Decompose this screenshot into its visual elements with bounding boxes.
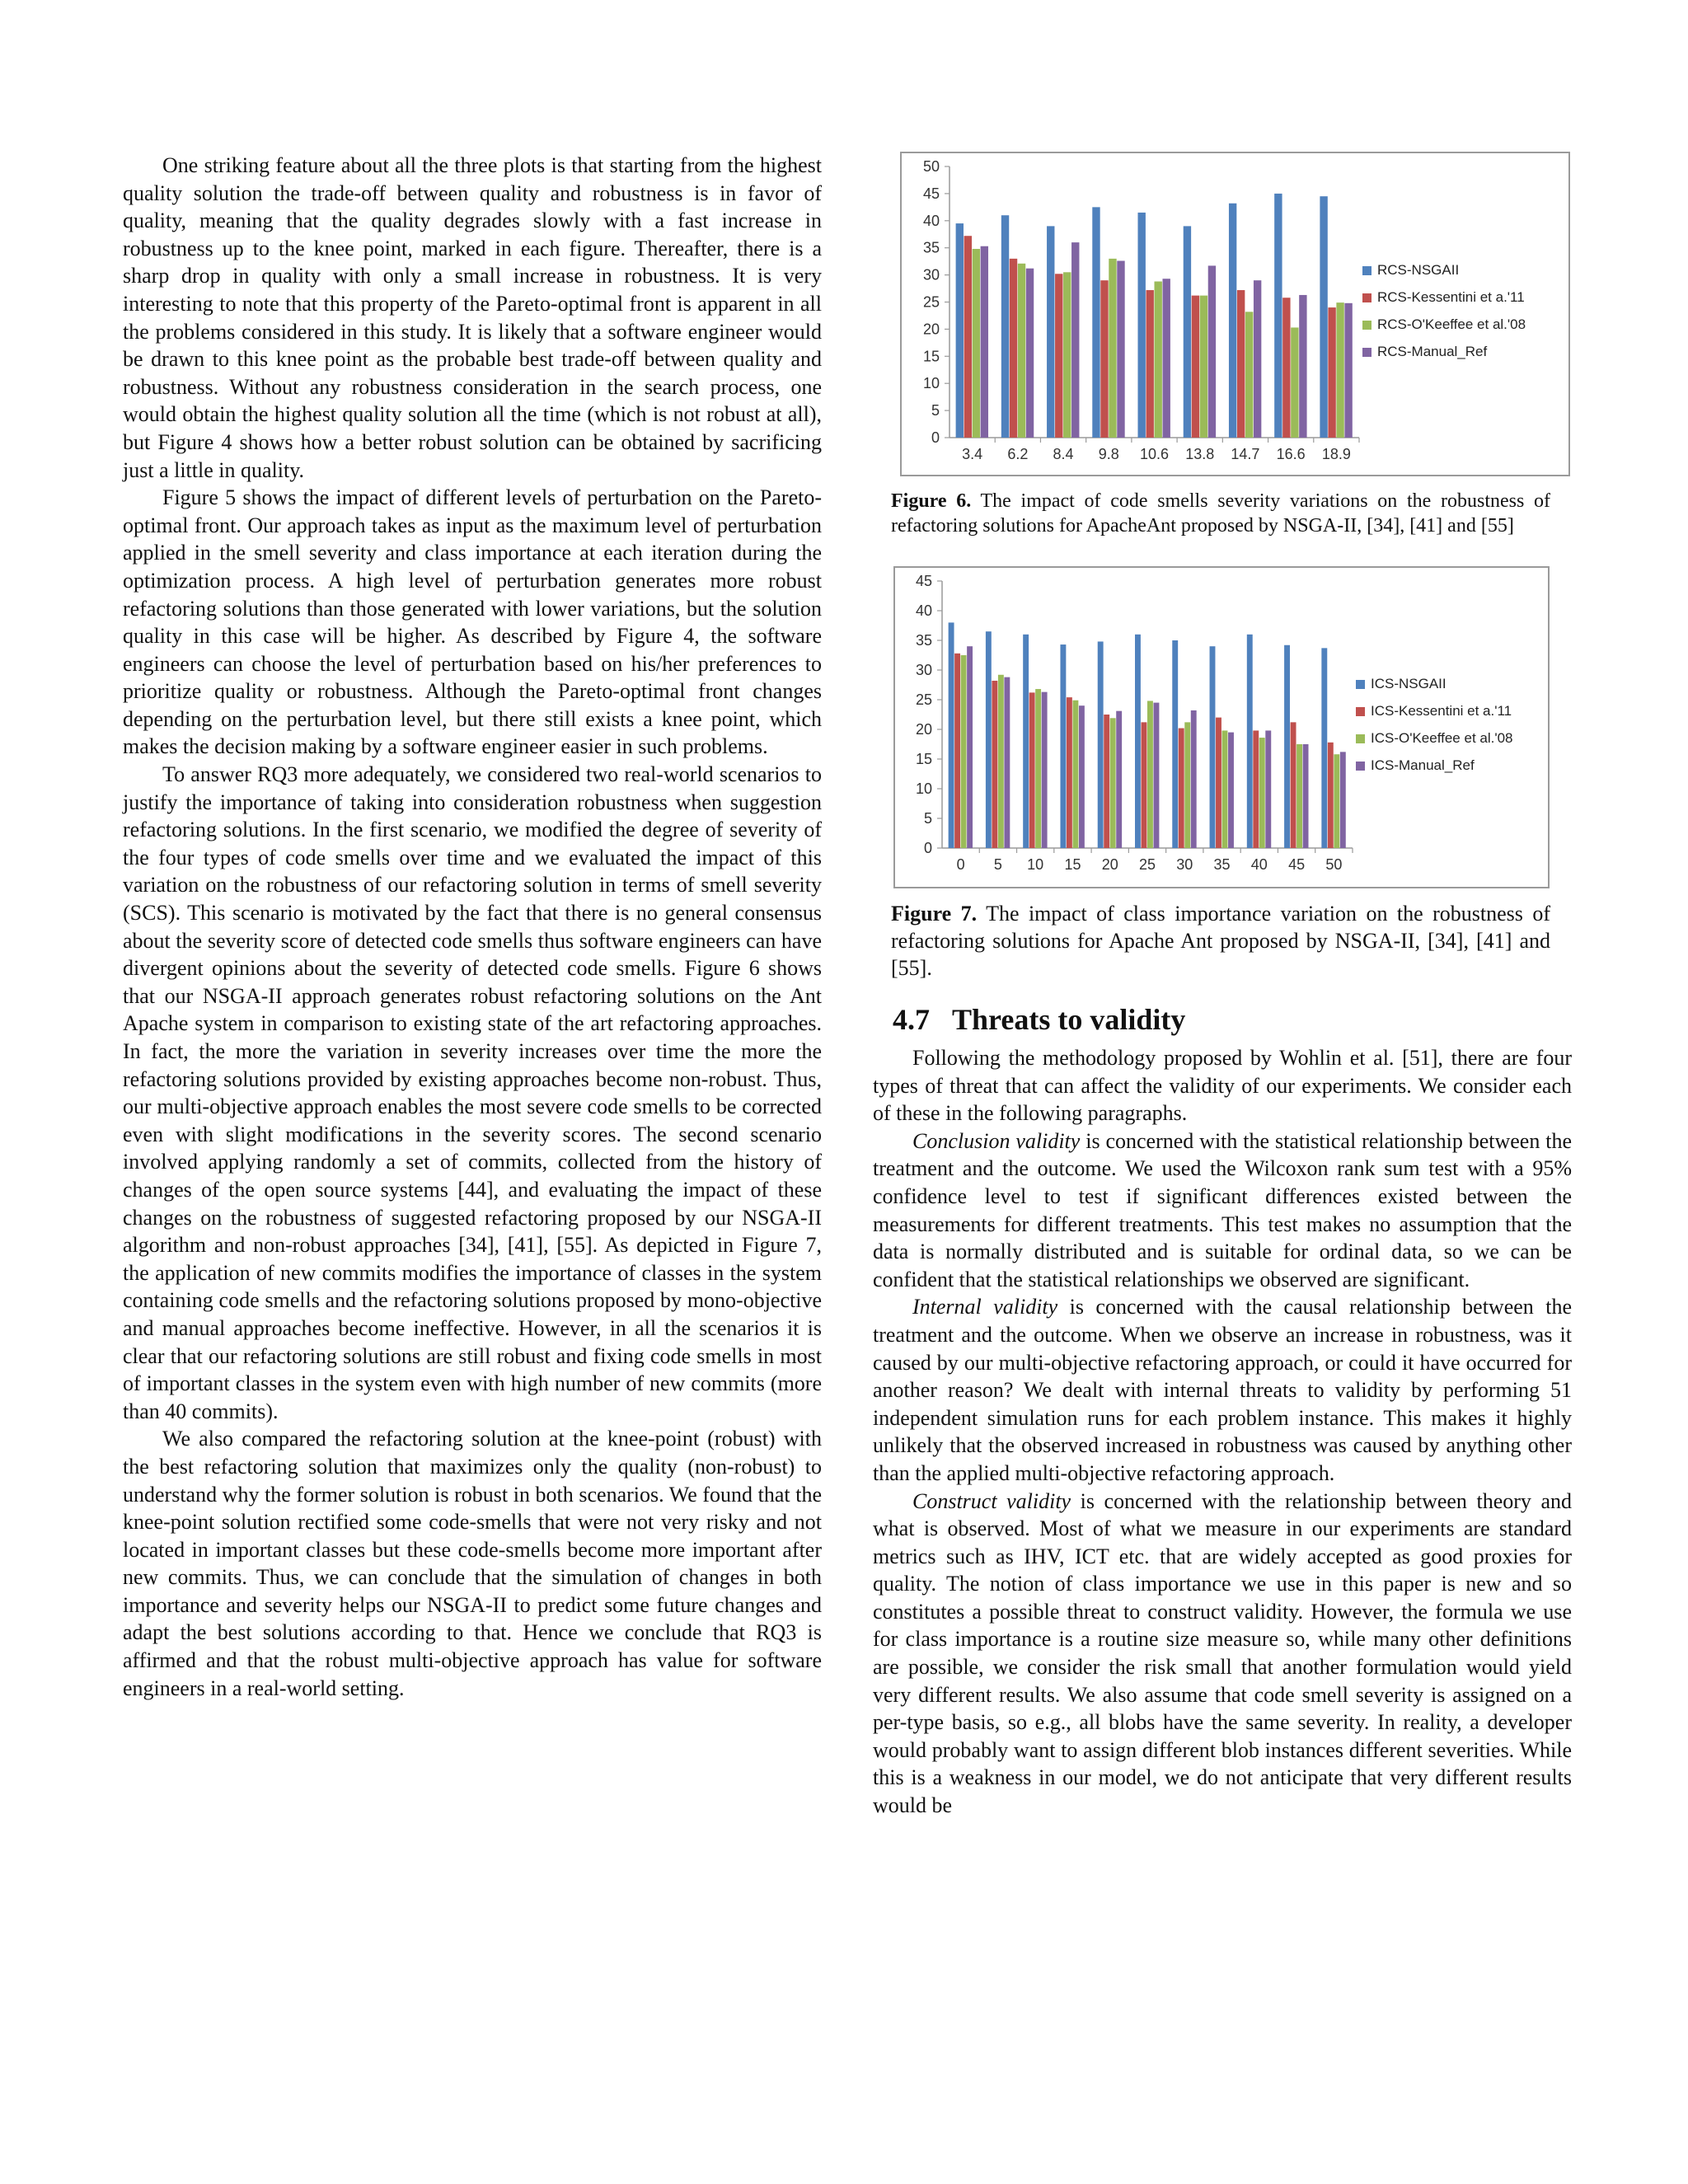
- bar-3: [1296, 744, 1302, 848]
- x-tick-label: 45: [1288, 856, 1306, 873]
- x-tick-label: 6.2: [1007, 446, 1029, 462]
- legend-swatch: [1362, 266, 1372, 275]
- bar-1: [1320, 196, 1327, 438]
- term-conclusion-validity: Conclusion validity: [912, 1128, 1081, 1153]
- bar-1: [1172, 640, 1178, 848]
- bar-3: [1291, 327, 1298, 438]
- figure-7-caption: [891, 900, 1550, 982]
- legend-label: ICS-Manual_Ref: [1371, 757, 1475, 773]
- bar-4: [1303, 744, 1309, 848]
- bar-4: [1154, 703, 1160, 848]
- bar-3: [998, 675, 1004, 848]
- figure-6-svg: [902, 153, 1568, 475]
- legend-swatch: [1362, 293, 1372, 302]
- bar-2: [1179, 729, 1184, 848]
- bar-4: [1042, 692, 1048, 848]
- paragraph: One striking feature about all the three plots is that starting from the highest quality solution the trade-off between quality and robustness is in favor of quality, meaning that the quality degrades slowly with a fast increase in robustness up to the knee point, marked in each figure. Thereafter, there is a sharp drop in quality with only a small increase in robustness. It is very interesting to note that this property of the Pareto-optimal front is apparent in all the problems considered in this study. It is likely that a software engineer would be drawn to this knee point as the probable best trade-off between quality and robustness. Without any robustness consideration in the search process, one would obtain the highest quality solution all the time (which is not robust at all), but Figure 4 shows how a better robust solution can be obtained by sacrificing just a little in quality.: [123, 153, 822, 482]
- bar-1: [1284, 645, 1290, 848]
- x-tick-label: 5: [993, 856, 1002, 873]
- bar-3: [1109, 259, 1116, 438]
- bar-4: [1117, 260, 1124, 438]
- bar-1: [1274, 194, 1282, 438]
- x-tick-label: 10.6: [1139, 446, 1170, 462]
- figure-7-chart: [893, 566, 1550, 888]
- figure-6-caption: [891, 489, 1550, 538]
- x-tick-label: 18.9: [1321, 446, 1351, 462]
- y-tick-label: 30: [915, 662, 932, 678]
- bar-3: [1245, 312, 1253, 438]
- paragraph: We also compared the refactoring solution at the knee-point (robust) with the best refactoring solution that maximizes only the quality (non-robust) to understand why the former solution is robust in both scenarios. We found that the knee-point solution rectified some code-smells that were not very risky and not located in important classes but these code-smells become more important after new commits. Thus, we can conclude that the simulation of changes in both importance and severity helps our NSGA-II to predict some future changes and adapt the best solutions according to that. Hence we conclude that RQ3 is affirmed and that the robust multi-objective approach has value for software engineers in a real-world setting.: [123, 1427, 822, 1700]
- bar-2: [1192, 296, 1199, 438]
- bar-2: [1253, 730, 1259, 848]
- bar-3: [1018, 264, 1025, 438]
- figure-6-label: Figure 6.: [891, 490, 972, 512]
- bar-1: [1247, 635, 1253, 848]
- legend-label: RCS-Manual_Ref: [1377, 344, 1488, 359]
- y-tick-label: 50: [922, 158, 940, 175]
- paragraph-text: is concerned with the relationship between theory and what is observed. Most of what we measure in our experiments are standard metrics such as IHV, ICT etc. that are widely accepted as good proxies for quality. The notion of class importance we use in this paper is new and so constitutes a possible threat to construct validity. However, the formula we use for class importance is a routine size measure so, while many other definitions are possible, we consider the risk small that another formulation would yield very different results. We also assume that code smell severity is assigned on a per-type basis, so e.g., all blobs have the same severity. In reality, a developer would probably want to assign different blob instances different severities. While this is a weakness in our model, we do not anticipate that very different results would be: [873, 1488, 1572, 1818]
- x-tick-label: 25: [1138, 856, 1156, 873]
- x-tick-label: 50: [1325, 856, 1343, 873]
- legend-label: RCS-O'Keeffee et al.'08: [1377, 316, 1526, 332]
- bar-2: [1067, 697, 1072, 848]
- bar-4: [1079, 705, 1085, 848]
- x-tick-label: 3.4: [962, 446, 983, 462]
- bar-3: [1147, 701, 1153, 848]
- right-column: [873, 152, 1572, 1820]
- legend-label: RCS-NSGAII: [1377, 262, 1460, 278]
- bar-2: [1100, 280, 1108, 438]
- bar-3: [1336, 302, 1343, 438]
- y-tick-label: 45: [915, 573, 932, 589]
- y-tick-label: 20: [915, 721, 932, 738]
- paragraph: To answer RQ3 more adequately, we considered two real-world scenarios to justify the importance of taking into consideration robustness when suggestion refactoring solutions. In the first scenario, we modified the degree of severity of the four types of code smells over time and we evaluated the impact of this variation on the robustness of our refactoring solution in terms of smell severity (SCS). This scenario is motivated by the fact that there is no general consensus about the severity score of detected code smells thus software engineers can have divergent opinions about the severity of detected code smells. Figure 6 shows that our NSGA-II approach generates robust refactoring solutions on the Ant Apache system in comparison to existing state of the art refactoring approaches. In fact, the more the variation in severity increases over time the more the refactoring solutions provided by existing approaches become non-robust. Thus, our multi-objective approach enables the most severe code smells to be corrected even with slight modifications in the severity scores. The second scenario involved applying randomly a set of commits, collected from the history of changes of the open source systems [44], and evaluating the impact of these changes on the robustness of suggested refactoring proposed by our NSGA-II algorithm and non-robust approaches [34], [41], [55]. As depicted in Figure 7, the application of new commits modifies the importance of classes in the system containing code smells and the refactoring solutions proposed by mono-objective and manual approaches become ineffective. However, in all the scenarios it is clear that our refactoring solutions are still robust and fixing code smells in most of important classes in the system even with high number of new commits (more than 40 commits).: [123, 762, 822, 1423]
- left-column: [123, 152, 822, 1702]
- legend-swatch: [1356, 707, 1365, 716]
- bar-4: [967, 646, 973, 848]
- y-tick-label: 20: [922, 321, 940, 338]
- y-tick-label: 10: [915, 780, 932, 797]
- bar-2: [1328, 743, 1334, 848]
- y-tick-label: 0: [931, 429, 940, 446]
- bar-3: [1110, 718, 1116, 848]
- figure-7-label: Figure 7.: [891, 902, 978, 926]
- bar-3: [1035, 689, 1041, 848]
- bar-4: [1265, 730, 1271, 848]
- x-tick-label: 8.4: [1053, 446, 1074, 462]
- paragraph: Figure 5 shows the impact of different levels of perturbation on the Pareto-optimal front. Our approach takes as input as the maximum level of perturbation applied in the smell severity and class importance at each iteration during the optimization process. A high level of perturbation generates more robust refactoring solutions than those generated with lower variations, but the solution quality in this case will be higher. As described by Figure 4, the software engineers can choose the level of perturbation based on his/her preferences to prioritize quality or robustness. Although the Pareto-optimal front changes depending on the perturbation level, but there still exists a knee point, which makes the decision making by a software engineer easier in such problems.: [123, 485, 822, 759]
- bar-3: [1063, 272, 1071, 438]
- x-tick-label: 13.8: [1185, 446, 1215, 462]
- bar-4: [981, 246, 988, 438]
- bar-1: [956, 223, 964, 438]
- bar-2: [1010, 259, 1017, 438]
- bar-2: [1029, 692, 1035, 848]
- bar-3: [1334, 754, 1339, 848]
- y-tick-label: 45: [922, 185, 940, 202]
- y-tick-label: 0: [923, 840, 932, 856]
- bar-2: [1237, 290, 1245, 438]
- x-tick-label: 14.7: [1231, 446, 1260, 462]
- bar-1: [1047, 226, 1054, 438]
- bar-1: [1138, 213, 1146, 438]
- bar-4: [1299, 295, 1306, 438]
- section-number: 4.7: [893, 1003, 930, 1036]
- x-tick-label: 20: [1101, 856, 1118, 873]
- bar-3: [1155, 281, 1162, 438]
- bar-2: [1142, 722, 1147, 848]
- bar-1: [1098, 641, 1104, 848]
- bar-2: [1291, 722, 1296, 848]
- legend-label: ICS-Kessentini et a.'11: [1371, 703, 1512, 719]
- figure-7-caption-text: The impact of class importance variation on the robustness of refactoring solutions for Apache Ant proposed by NSGA-II, [34], [41] and [55].: [891, 902, 1550, 980]
- bar-2: [1146, 290, 1154, 438]
- x-tick-label: 10: [1027, 856, 1044, 873]
- figure-6-caption-text: The impact of code smells severity variations on the robustness of refactoring solutions for ApacheAnt proposed by NSGA-II, [34], [41] and [55]: [891, 490, 1551, 537]
- bar-2: [1104, 715, 1109, 848]
- bar-3: [1200, 296, 1207, 438]
- paragraph: [873, 1488, 1572, 1820]
- y-tick-label: 15: [922, 348, 940, 365]
- bar-1: [1001, 215, 1009, 438]
- bar-4: [1071, 242, 1079, 438]
- y-tick-label: 25: [922, 293, 940, 311]
- y-tick-label: 40: [922, 212, 940, 229]
- bar-4: [1254, 280, 1261, 438]
- x-tick-label: 15: [1064, 856, 1081, 873]
- legend-swatch: [1362, 348, 1372, 357]
- bar-3: [1184, 722, 1190, 848]
- figure-6-chart: [900, 152, 1570, 476]
- legend-swatch: [1356, 762, 1365, 771]
- bar-1: [1135, 635, 1141, 848]
- bar-2: [1216, 718, 1221, 848]
- bar-1: [1092, 207, 1100, 438]
- x-tick-label: 30: [1176, 856, 1193, 873]
- legend-label: ICS-O'Keeffee et al.'08: [1371, 730, 1513, 746]
- bar-3: [973, 249, 980, 438]
- bar-4: [1163, 279, 1170, 438]
- bar-3: [1222, 730, 1228, 848]
- legend-label: RCS-Kessentini et a.'11: [1377, 289, 1525, 305]
- bar-2: [1282, 298, 1290, 438]
- bar-4: [1026, 269, 1034, 438]
- paragraph-text: is concerned with the statistical relationship between the treatment and the outcome. We used the Wilcoxon rank sum test with a 95% confidence level to test if significant differences existed between the measurements for different treatments. This test makes no assumption that the data is normally distributed and is suitable for ordinal data, so we can be confident that the statistical relationships we observed are significant.: [873, 1128, 1573, 1291]
- bar-1: [1060, 644, 1066, 848]
- x-tick-label: 9.8: [1098, 446, 1119, 462]
- legend-swatch: [1356, 734, 1365, 743]
- paragraph-text: is concerned with the causal relationship between the treatment and the outcome. When we observe an increase in robustness, was it caused by our multi-objective refactoring approach, or could it have occurred for another reason? We dealt with internal threats to validity by performing 51 independent simulation runs for each problem instance. This makes it highly unlikely that the observed increased in robustness was caused by anything other than the applied multi-objective refactoring approach.: [873, 1295, 1572, 1485]
- figure-7-svg: [895, 568, 1548, 887]
- bar-1: [1023, 635, 1029, 848]
- bar-3: [961, 655, 967, 848]
- y-tick-label: 40: [915, 602, 932, 619]
- bar-1: [949, 622, 954, 848]
- bar-1: [1184, 226, 1191, 438]
- bar-2: [1328, 307, 1335, 438]
- legend-label: ICS-NSGAII: [1371, 676, 1447, 691]
- bar-4: [1116, 711, 1122, 848]
- bar-4: [1340, 752, 1346, 848]
- bar-2: [992, 681, 997, 848]
- x-tick-label: 0: [956, 856, 965, 873]
- paragraph: [873, 1293, 1572, 1487]
- paragraph: [873, 1127, 1572, 1294]
- legend-swatch: [1356, 680, 1365, 689]
- bar-3: [1259, 738, 1265, 848]
- x-tick-label: 35: [1213, 856, 1231, 873]
- bar-4: [1344, 303, 1352, 438]
- bar-1: [1229, 204, 1236, 438]
- bar-1: [1210, 646, 1216, 848]
- y-tick-label: 30: [922, 266, 940, 284]
- bar-1: [1321, 648, 1327, 848]
- y-tick-label: 25: [915, 691, 932, 708]
- bar-3: [1072, 701, 1078, 848]
- y-tick-label: 5: [931, 402, 940, 419]
- paragraph: Following the methodology proposed by Wohlin et al. [51], there are four types of threat that can affect the validity of our experiments. We consider each of these in the following paragraphs.: [873, 1046, 1572, 1126]
- bar-4: [1004, 677, 1010, 848]
- y-tick-label: 10: [922, 375, 940, 392]
- bar-2: [964, 236, 972, 438]
- bar-4: [1191, 710, 1197, 848]
- section-heading: [893, 1001, 1572, 1038]
- y-tick-label: 15: [915, 751, 932, 767]
- y-tick-label: 5: [923, 810, 932, 827]
- x-tick-label: 16.6: [1276, 446, 1306, 462]
- legend-swatch: [1362, 321, 1372, 330]
- term-construct-validity: Construct validity: [912, 1488, 1071, 1513]
- bar-1: [986, 631, 992, 848]
- section-title: Threats to validity: [952, 1003, 1186, 1036]
- term-internal-validity: Internal validity: [912, 1295, 1058, 1319]
- y-tick-label: 35: [922, 239, 940, 256]
- bar-4: [1208, 265, 1216, 438]
- bar-2: [1055, 274, 1062, 438]
- threats-text: [873, 1044, 1572, 1820]
- x-tick-label: 40: [1250, 856, 1268, 873]
- y-tick-label: 35: [915, 632, 932, 649]
- bar-2: [954, 654, 960, 848]
- bar-4: [1228, 733, 1234, 848]
